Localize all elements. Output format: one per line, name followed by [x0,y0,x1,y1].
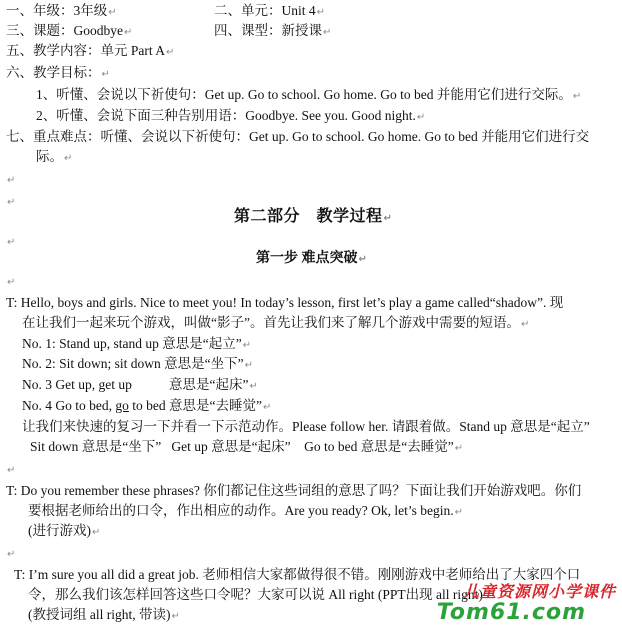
paragraph-1-line-1: T: Hello, boys and girls. Nice to meet you! In today’s lesson, first let’s play a game called“shadow”. 现 [6,295,564,310]
step-title: 第一步 难点突破↵ [256,251,367,266]
empty-paragraph: ↵ [7,549,16,560]
paragraph-2-line-3: (进行游戏)↵ [28,523,101,538]
phrase-no1: No. 1: Stand up, stand up 意思是“起立”↵ [22,336,252,351]
paragraph-2-line-2: 要根据老师给出的口令，作出相应的动作。Are you ready? Ok, let’s begin.↵ [28,503,463,518]
paragraph-2-line-1: T: Do you remember these phrases? 你们都记住这些词组的意思了吗？下面让我们开始游戏吧。你们 [6,483,582,498]
review-line-1: 让我们来快速的复习一下并看一下示范动作。Please follow her. 请跟着做。Stand up 意思是“起立” [22,419,590,434]
goals-title: 六、教学目标：↵ [6,65,110,80]
paragraph-3-line-3: (教授词组 all right, 带读)↵ [28,607,180,622]
empty-paragraph: ↵ [7,175,16,186]
topic-line: 三、课题：Goodbye↵ [6,23,133,38]
watermark-text: 儿童资源网小学课件 [462,582,616,601]
paragraph-1-line-2: 在让我们一起来玩个游戏，叫做“影子”。首先让我们来了解几个游戏中需要的短语。↵ [22,315,530,330]
lesson-type-line: 四、课型：新授课↵ [214,23,332,38]
phrase-no2: No. 2: Sit down; sit down 意思是“坐下”↵ [22,356,254,371]
empty-paragraph: ↵ [7,197,16,208]
grade-line: 一、年级：3年级↵ [6,3,117,18]
paragraph-3-line-1: T: I’m sure you all did a great job. 老师相信大家都做得很不错。刚刚游戏中老师给出了大家四个口 [14,567,581,582]
content-line: 五、教学内容：单元 Part A↵ [6,43,175,58]
empty-paragraph: ↵ [7,465,16,476]
key-points-line-2: 际。↵ [36,149,73,164]
empty-paragraph: ↵ [7,277,16,288]
review-line-2: Sit down 意思是“坐下” Get up 意思是“起床” Go to bed 意思是“去睡觉”↵ [30,439,464,454]
goal-2: 2、听懂、会说下面三种告别用语：Goodbye. See you. Good night.↵ [36,108,426,123]
phrase-no3: No. 3 Get up, get up 意思是“起床”↵ [22,377,258,392]
paragraph-3-line-2: 令，那么我们该怎样回答这些口令呢？大家可以说 All right (PPT出现 all right) [28,587,483,602]
empty-paragraph: ↵ [7,237,16,248]
watermark-logo: Tom61.com [436,600,586,625]
goal-1: 1、听懂、会说以下祈使句：Get up. Go to school. Go home. Go to bed 并能用它们进行交际。↵ [36,87,582,102]
unit-line: 二、单元：Unit 4↵ [214,3,326,18]
phrase-no4: No. 4 Go to bed, go to bed 意思是“去睡觉”↵ [22,398,272,413]
section-title: 第二部分 教学过程↵ [234,208,393,225]
key-points-line-1: 七、重点难点：听懂、会说以下祈使句：Get up. Go to school. Go home. Go to bed 并能用它们进行交 [6,129,590,144]
